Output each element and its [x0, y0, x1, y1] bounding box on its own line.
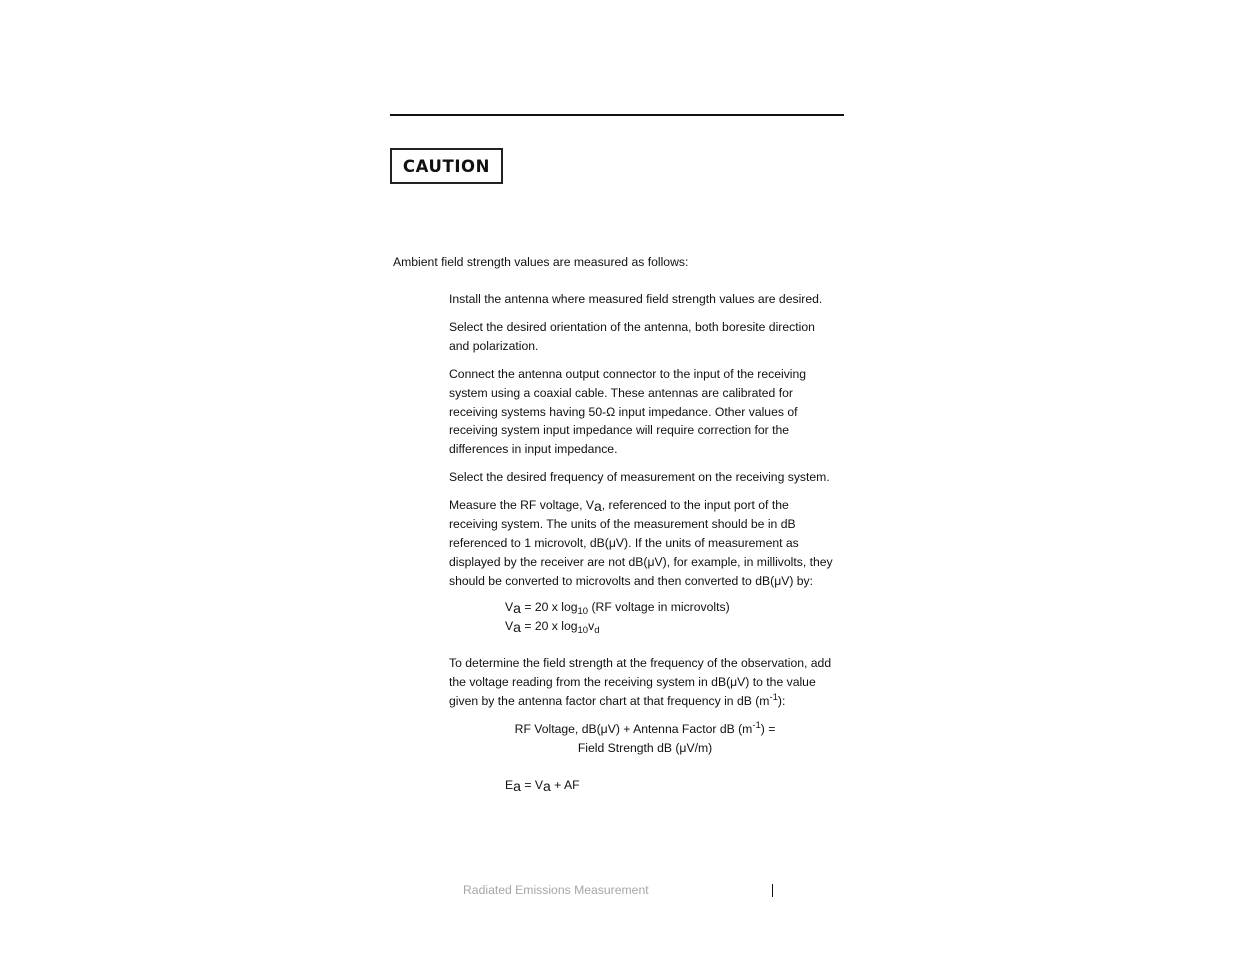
subscript: 10 — [577, 606, 589, 617]
subscript: a — [513, 600, 521, 616]
text-run: Measure the RF voltage, V — [449, 498, 594, 513]
step-line — [449, 496, 849, 515]
text-run: ) = — [760, 722, 776, 736]
step-line: receiving systems having 50-Ω input impedance. Other values of — [449, 404, 798, 419]
step-line: the voltage reading from the receiving system in dB(μV) to the value — [449, 674, 816, 689]
footer-title: Radiated Emissions Measurement — [463, 883, 649, 897]
formula-rf-voltage — [505, 598, 730, 617]
step-line: should be converted to microvolts and then converted to dB(μV) by: — [449, 573, 814, 588]
step-line: referenced to 1 microvolt, dB(μV). If the units of measurement as — [449, 535, 799, 550]
text-run: V — [505, 600, 514, 614]
step-line: Select the desired orientation of the antenna, both boresite direction — [449, 320, 815, 335]
step-determine-field-strength — [449, 654, 849, 710]
caution-label: CAUTION — [402, 156, 491, 176]
field-strength-sum-formula — [510, 720, 780, 758]
formula-line — [510, 720, 780, 739]
caution-box — [390, 148, 503, 184]
text-run: (RF voltage in microvolts) — [588, 600, 730, 614]
formula-line: Field Strength dB (μV/m) — [577, 740, 713, 755]
step-connect-antenna — [449, 365, 849, 459]
step-select-orientation — [449, 318, 849, 356]
text-run: E — [505, 778, 514, 792]
formula-vd — [505, 617, 730, 636]
step-measure-rf-voltage — [449, 496, 849, 590]
text-run: V — [505, 618, 514, 633]
step-line: Select the desired frequency of measurement on the receiving system. — [449, 470, 830, 485]
text-run: + AF — [550, 778, 580, 792]
subscript: a — [593, 498, 602, 515]
step-line: system using a coaxial cable. These antennas are calibrated for — [449, 385, 793, 400]
text-run: = V — [520, 778, 543, 792]
text-run: = 20 x log — [520, 600, 578, 614]
footer-separator — [772, 884, 773, 897]
field-strength-paragraph — [449, 654, 849, 720]
superscript: -1 — [769, 691, 778, 703]
step-line: receiving system. The units of the measurement should be in dB — [449, 517, 796, 532]
formula-line — [505, 776, 580, 795]
step-line: receiving system input impedance will require correction for the — [449, 423, 790, 438]
text-run: given by the antenna factor chart at that frequency in dB (m — [449, 693, 770, 708]
voltage-conversion-formulas — [505, 598, 730, 636]
text-run: , referenced to the input port of the — [601, 498, 789, 513]
subscript: a — [513, 778, 521, 794]
subscript: 10 — [577, 624, 589, 636]
text-run: v — [588, 618, 595, 633]
ea-formula — [505, 776, 580, 795]
text-run: ): — [777, 693, 786, 708]
step-line: differences in input impedance. — [449, 442, 618, 457]
text-run: RF Voltage, dB(μV) + Antenna Factor dB (m — [514, 722, 753, 736]
step-line: To determine the field strength at the frequency of the observation, add — [449, 656, 832, 670]
step-line: Install the antenna where measured field strength values are desired. — [449, 292, 823, 306]
step-select-frequency — [449, 468, 849, 487]
subscript: d — [594, 624, 600, 636]
subscript: a — [513, 618, 521, 635]
step-line — [449, 692, 849, 711]
superscript: -1 — [752, 720, 761, 731]
step-install-antenna — [449, 290, 849, 309]
subscript: a — [542, 778, 551, 794]
step-line: displayed by the receiver are not dB(μV), for example, in millivolts, they — [449, 554, 833, 569]
intro-text: Ambient field strength values are measured as follows: — [393, 255, 689, 269]
text-run: = 20 x log — [520, 618, 578, 633]
procedure-steps — [449, 290, 849, 600]
top-rule — [390, 114, 844, 116]
step-line: Connect the antenna output connector to the input of the receiving — [449, 366, 807, 381]
step-line: and polarization. — [449, 338, 539, 353]
